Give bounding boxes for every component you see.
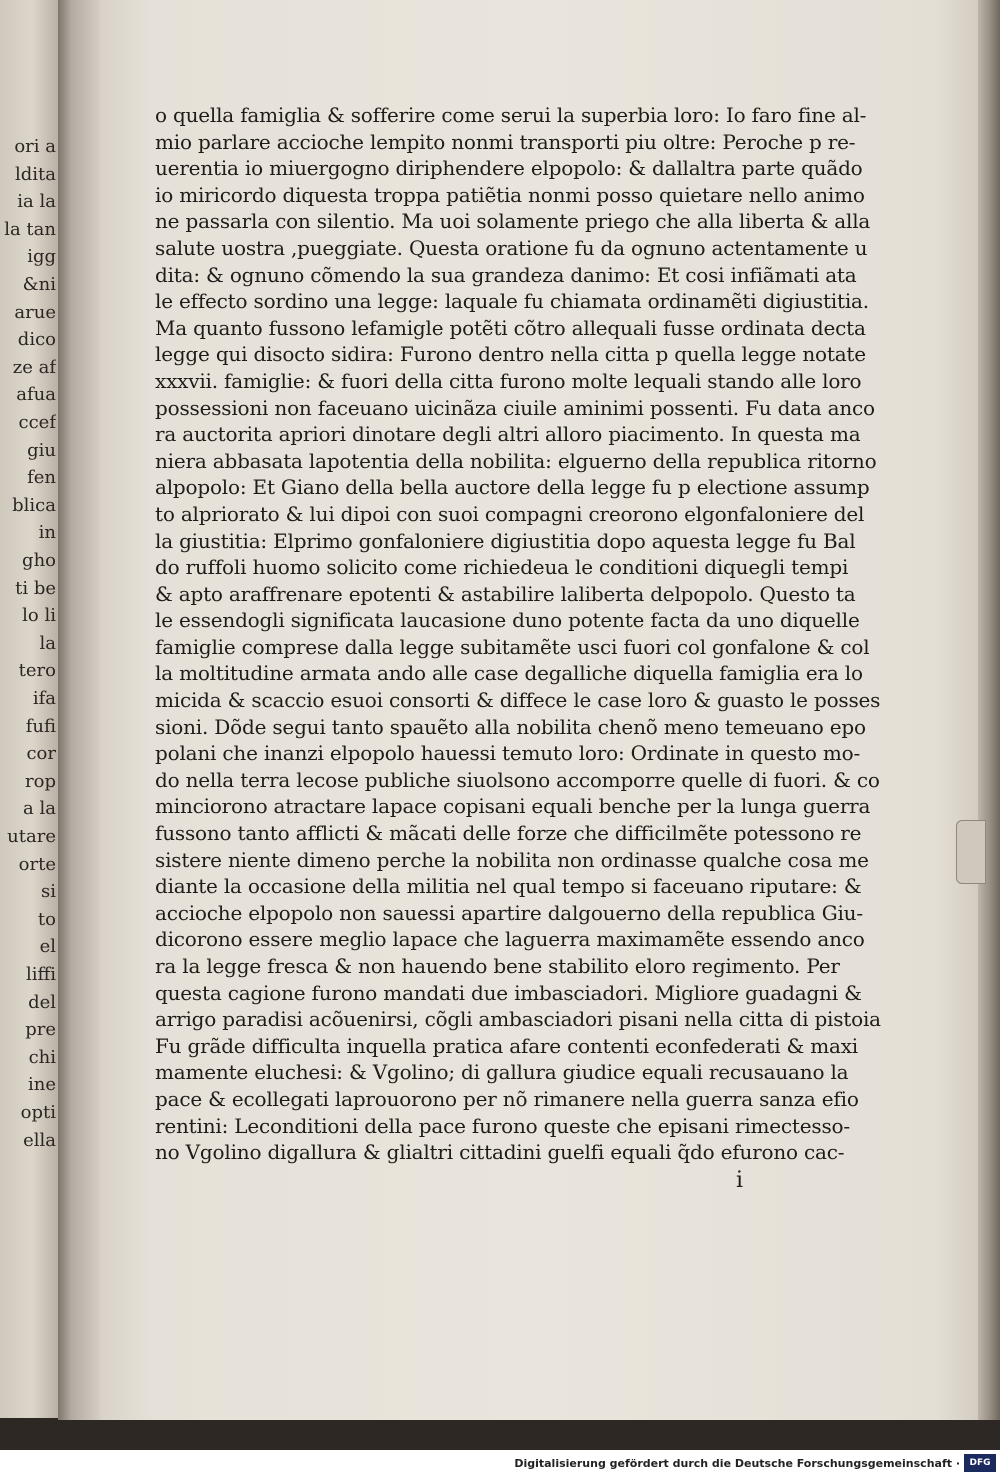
left-page-text-fragment: ti be <box>15 577 56 599</box>
text-line: arrigo paradisi acõuenirsi, cõgli ambasciadori pisani nella citta di pistoia <box>155 1007 881 1032</box>
text-line: & apto araffrenare epotenti & astabilire laliberta delpopolo. Questo ta <box>155 581 856 606</box>
text-line: la giustitia: Elprimo gonfaloniere digiustitia dopo aquesta legge fu Bal <box>155 528 856 553</box>
text-line: io miricordo diquesta troppa patiẽtia nonmi posso quietare nello animo <box>155 182 865 207</box>
dfg-logo: DFG <box>964 1454 996 1472</box>
text-line: Fu grãde difficulta inquella pratica afare contenti econfederati & maxi <box>155 1033 858 1058</box>
left-page-text-fragment: ori a <box>14 136 56 157</box>
left-page-text-fragment: opti <box>20 1102 56 1123</box>
text-line: famiglie comprese dalla legge subitamẽte usci fuori col gonfalone & col <box>155 634 870 659</box>
left-page-text-fragment: igg <box>27 246 56 268</box>
text-line: diante la occasione della militia nel qual tempo si faceuano riputare: & <box>155 874 862 899</box>
text-line: o quella famiglia & sofferire come serui la superbia loro: Io faro fine al- <box>155 103 867 127</box>
left-page-text-fragment: ccef <box>18 412 56 433</box>
signature-mark: i <box>736 1168 744 1193</box>
text-line: dita: & ognuno cõmendo la sua grandeza danimo: Et cosi infiãmati ata <box>155 262 857 287</box>
text-line: questa cagione furono mandati due imbasciadori. Migliore guadagni & <box>155 980 862 1005</box>
left-page-text-fragment: ze af <box>12 356 56 378</box>
left-page-text-fragment: cor <box>26 743 56 765</box>
left-page-text-fragment: utare <box>7 826 56 847</box>
left-page-text-fragment: ia la <box>17 191 56 213</box>
left-page-text-fragment: orte <box>18 853 56 875</box>
text-line: le essendogli significata laucasione duno potente facta da uno diquelle <box>155 608 860 633</box>
text-line: fussono tanto afflicti & mãcati delle forze che difficilmẽte potessono re <box>155 821 862 846</box>
text-line: to alpriorato & lui dipoi con suoi compagni creorono elgonfaloniere del <box>155 501 865 526</box>
text-line: rentini: Leconditioni della pace furono queste che episani rimectesso- <box>155 1113 850 1138</box>
left-page-text-fragment: el <box>39 936 56 958</box>
text-line: do ruffoli huomo solicito come richiedeua le conditioni diquegli tempi <box>155 555 849 580</box>
left-page-text-fragment: tero <box>18 660 56 682</box>
text-line: Ma quanto fussono lefamigle potẽti cõtro allequali fusse ordinata decta <box>155 315 866 340</box>
text-line: legge qui disocto sidira: Furono dentro nella citta p quella legge notate <box>155 342 866 367</box>
left-page-text-fragment: si <box>41 881 56 903</box>
left-page-text-fragment: la <box>39 632 56 654</box>
left-page-text-fragment: lo li <box>22 605 56 627</box>
left-page-text-fragment: ldita <box>14 163 56 185</box>
left-page-text-fragment: dico <box>17 329 56 351</box>
text-line: ra la legge fresca & non hauendo bene stabilito eloro regimento. Per <box>155 954 840 978</box>
left-page-text-fragment: afua <box>16 384 56 406</box>
text-line: possessioni non faceuano uicinãza ciuile aminimi possenti. Fu data anco <box>155 395 875 420</box>
footer-bar <box>0 1450 1000 1477</box>
text-line: mio parlare accioche lempito nonmi transporti piu oltre: Peroche p re- <box>155 129 856 154</box>
text-line: sistere niente dimeno perche la nobilita non ordinasse qualche cosa me <box>155 847 869 872</box>
left-page-text-fragment: ine <box>27 1074 56 1096</box>
text-line: salute uostra ,pueggiate. Questa oratione fu da ognuno actentamente u <box>155 235 868 260</box>
text-line: mamente eluchesi: & Vgolino; di gallura giudice equali recusauano la <box>155 1060 849 1085</box>
text-line: niera abbasata lapotentia della nobilita: elguerno della republica ritorno <box>155 448 877 473</box>
text-line: no Vgolino digallura & glialtri cittadini guelfi equali q̃do efurono cac- <box>155 1140 845 1165</box>
main-text-block <box>155 102 965 1166</box>
text-line: alpopolo: Et Giano della bella auctore della legge fu p electione assump <box>155 475 870 500</box>
text-line: uerentia io miuergogno diriphendere elpopolo: & dallaltra parte quãdo <box>155 156 863 181</box>
left-page-text-fragment: giu <box>27 439 56 461</box>
text-line: polani che inanzi elpopolo hauessi temuto loro: Ordinate in questo mo- <box>155 741 861 766</box>
left-page-text-fragment: to <box>37 908 56 930</box>
text-line: do nella terra lecose publiche siuolsono accomporre quelle di fuori. & co <box>155 767 880 792</box>
text-line: minciorono atractare lapace copisani equali benche per la lunga guerra <box>155 794 871 819</box>
text-line: ra auctorita apriori dinotare degli altri alloro piacimento. In questa ma <box>155 422 861 447</box>
footer-credit: Digitalisierung gefördert durch die Deutsche Forschungsgemeinschaft · <box>514 1457 960 1470</box>
left-page-text-fragment: ella <box>23 1129 56 1151</box>
left-page-text-fragment: fen <box>27 467 56 489</box>
left-page-text-fragment: del <box>28 991 56 1013</box>
left-page-edge <box>0 0 58 1418</box>
left-page-text-fragment: fufi <box>25 715 56 737</box>
text-line: xxxvii. famiglie: & fuori della citta furono molte lequali stando alle loro <box>155 368 862 393</box>
text-line: le effecto sordino una legge: laquale fu chiamata ordinamẽti digiustitia. <box>155 289 869 314</box>
left-page-text-fragment: &ni <box>22 274 56 295</box>
text-line: pace & ecollegati laprouorono per nõ rimanere nella guerra sanza efio <box>155 1086 859 1111</box>
left-page-text-fragment: arue <box>14 301 56 323</box>
left-page-text-fragment: gho <box>22 550 56 571</box>
text-line: micida & scaccio esuoi consorti & diffece le case loro & guasto le posses <box>155 688 881 713</box>
left-page-text-fragment: rop <box>25 770 56 792</box>
text-line: dicorono essere meglio lapace che laguerra maximamẽte essendo anco <box>155 927 865 952</box>
left-page-text-fragment: la tan <box>4 218 56 240</box>
left-page-text-fragment: liffi <box>25 964 56 985</box>
left-page-text-fragment: blica <box>12 494 56 516</box>
left-page-text-fragment: ifa <box>32 688 56 709</box>
text-line: sioni. Dõde segui tanto spauẽto alla nobilita chenõ meno temeuano epo <box>155 714 866 739</box>
text-line: accioche elpopolo non sauessi apartire dalgouerno della republica Giu- <box>155 900 863 925</box>
text-line: ne passarla con silentio. Ma uoi solamente priego che alla liberta & alla <box>155 209 871 234</box>
left-page-text-fragment: chi <box>28 1046 56 1068</box>
left-page-text-fragment: pre <box>25 1019 56 1041</box>
page-fore-edge <box>978 0 1000 1420</box>
left-page-text-fragment: in <box>38 522 56 544</box>
text-line: la moltitudine armata ando alle case degalliche diquella famiglia era lo <box>155 661 863 686</box>
book-gutter <box>58 0 102 1420</box>
left-page-text-fragment: a la <box>23 798 56 820</box>
